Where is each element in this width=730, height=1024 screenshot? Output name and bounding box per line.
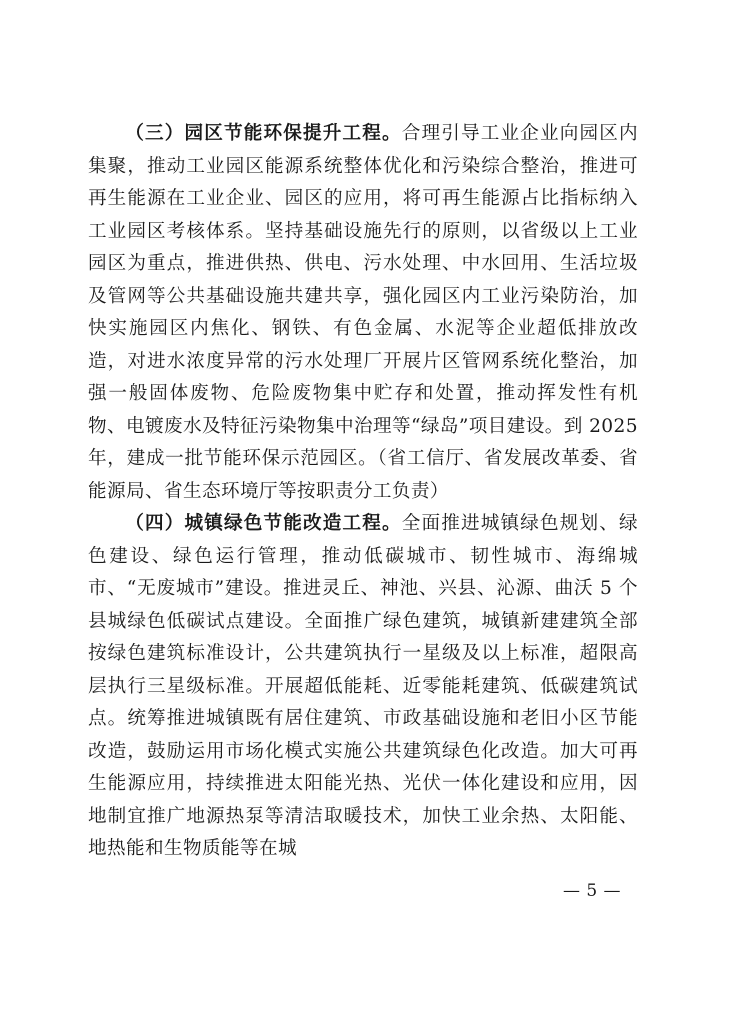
paragraph-urban-green-retrofit — [88, 508, 638, 866]
page-number: — 5 — — [562, 881, 622, 901]
paragraph-text-4: 全面推进城镇绿色规划、绿色建设、绿色运行管理，推动低碳城市、韧性城市、海绵城市、“无废城市”建设。推进灵丘、神池、兴县、沁源、曲沃 5 个县城绿色低碳试点建设。全面推广绿色建筑，城镇新建建筑全部按绿色建筑标准设计，公共建筑执行一星级及以上标准，超限高层执行三星级标准。开展超低能耗、近零能耗建筑、低碳建筑试点。统筹推进城镇既有居住建筑、市政基础设施和老旧小区节能改造，鼓励运用市场化模式实施公共建筑绿色化改造。加大可再生能源应用，持续推进太阳能光热、光伏一体化建设和应用，因地制宜推广地源热泵等清洁取暖技术，加快工业余热、太阳能、地热能和生物质能等在城 — [88, 513, 638, 859]
section-heading-3: （三）园区节能环保提升工程。 — [125, 123, 402, 144]
document-body — [88, 118, 638, 866]
paragraph-park-energy-saving — [88, 118, 638, 508]
paragraph-text-3: 合理引导工业企业向园区内集聚，推动工业园区能源系统整体优化和污染综合整治，推进可再生能源在工业企业、园区的应用，将可再生能源占比指标纳入工业园区考核体系。坚持基础设施先行的原则，以省级以上工业园区为重点，推进供热、供电、污水处理、中水回用、生活垃圾及管网等公共基础设施共建共享，强化园区内工业污染防治，加快实施园区内焦化、钢铁、有色金属、水泥等企业超低排放改造，对进水浓度异常的污水处理厂开展片区管网系统化整治，加强一般固体废物、危险废物集中贮存和处置，推动挥发性有机物、电镀废水及特征污染物集中治理等“绿岛”项目建设。到 2025 年，建成一批节能环保示范园区。（省工信厅、省发展改革委、省能源局、省生态环境厅等按职责分工负责） — [88, 123, 638, 502]
section-heading-4: （四）城镇绿色节能改造工程。 — [125, 513, 402, 534]
